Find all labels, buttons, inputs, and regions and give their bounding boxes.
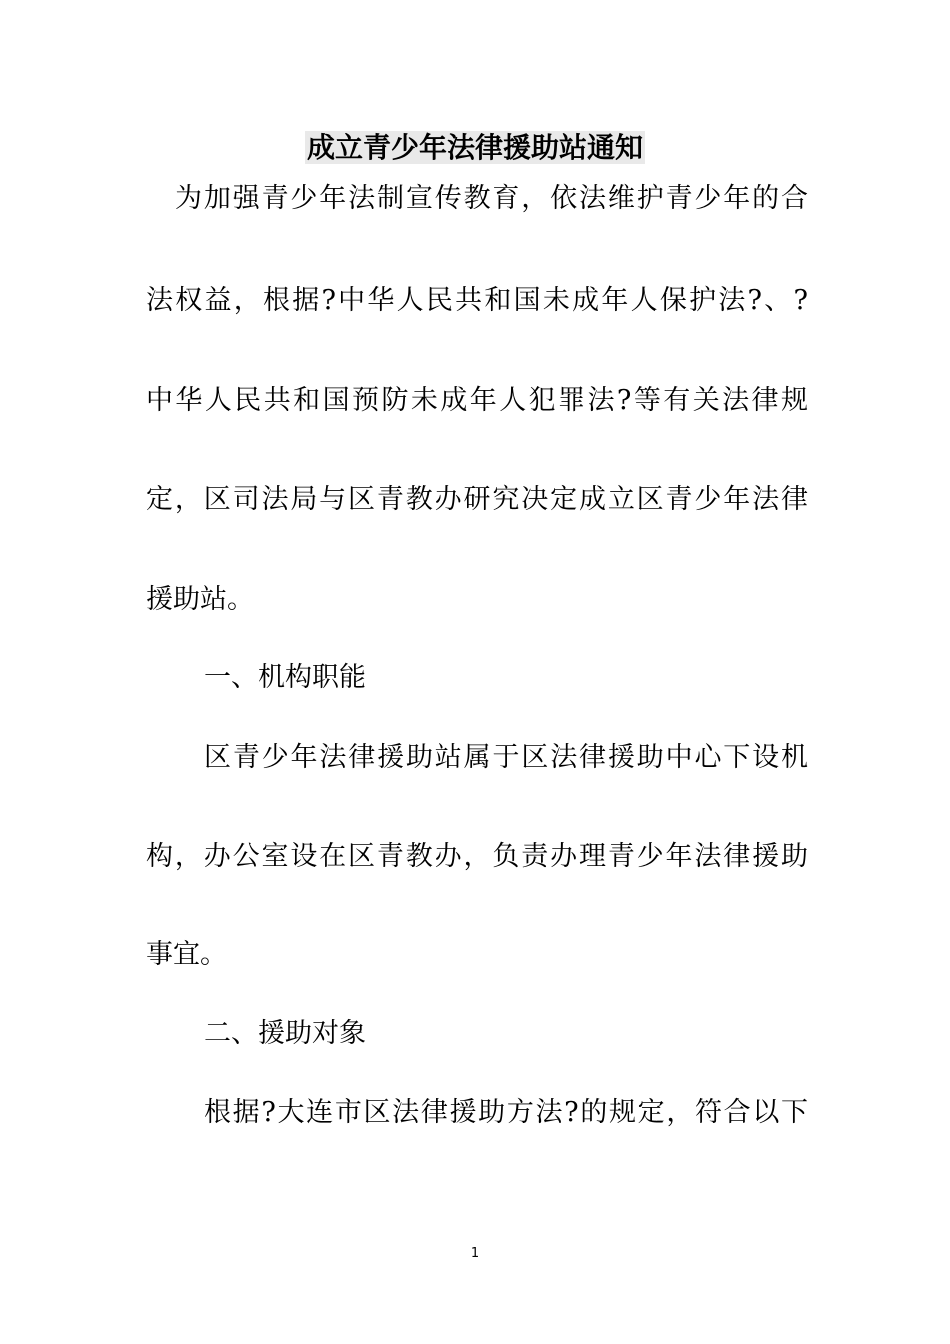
paragraph-line: 援助站。	[146, 584, 254, 615]
paragraph-line: 事宜。	[146, 939, 227, 970]
paragraph-line: 法权益，根据?中华人民共和国未成年人保护法?、?	[146, 285, 808, 316]
paragraph-line: 构，办公室设在区青教办，负责办理青少年法律援助	[146, 841, 808, 872]
document-title-text: 成立青少年法律援助站通知	[306, 131, 643, 164]
section-heading: 一、机构职能	[204, 662, 366, 693]
paragraph-line: 中华人民共和国预防未成年人犯罪法?等有关法律规	[146, 385, 808, 416]
page-number: 1	[470, 1246, 480, 1261]
paragraph-line: 定，区司法局与区青教办研究决定成立区青少年法律	[146, 484, 808, 515]
section-heading: 二、援助对象	[204, 1018, 366, 1049]
document-title	[0, 128, 950, 168]
paragraph-line: 为加强青少年法制宣传教育，依法维护青少年的合	[175, 183, 808, 214]
paragraph-line: 区青少年法律援助站属于区法律援助中心下设机	[204, 742, 808, 773]
paragraph-line: 根据?大连市区法律援助方法?的规定，符合以下	[204, 1097, 808, 1128]
